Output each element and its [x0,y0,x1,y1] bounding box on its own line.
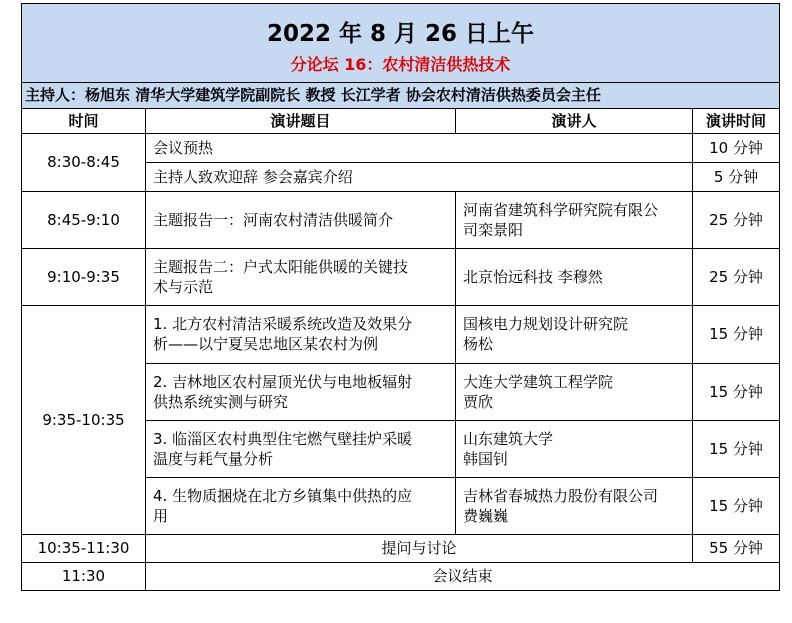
table-row [22,534,780,562]
topic-line: 析——以宁夏吴忠地区某农村为例 [153,335,379,353]
speaker-line: 司栾景阳 [463,220,524,239]
topic-cell: 主题报告一：河南农村清洁供暖简介 [146,191,456,248]
speaker-line: 韩国钊 [463,449,509,468]
topic-cell: 会议结束 [146,562,780,590]
speaker-cell [456,305,693,363]
header-topic: 演讲题目 [146,108,456,133]
speaker-cell [456,363,693,420]
speaker-cell: 北京怡远科技 李穆然 [456,248,693,305]
header-duration: 演讲时间 [693,108,780,133]
duration-cell: 15 分钟 [693,305,780,363]
forum-subtitle: 分论坛 16：农村清洁供热技术 [22,50,780,83]
page-title: 2022 年 8 月 26 日上午 [22,4,780,50]
topic-line: 主题报告二：户式太阳能供暖的关键技 [153,257,409,276]
agenda-table [21,3,780,591]
subtitle-row [22,50,780,83]
title-row [22,4,780,50]
topic-line: 2. 吉林地区农村屋顶光伏与电地板辐射 [153,372,413,391]
duration-cell: 15 分钟 [693,477,780,534]
time-cell: 9:10-9:35 [22,248,146,305]
duration-cell: 55 分钟 [693,534,780,562]
header-speaker: 演讲人 [456,108,693,133]
table-header [22,108,780,133]
table-row [22,305,780,363]
agenda-sheet [21,3,779,591]
topic-cell [146,420,456,477]
host-row [22,82,780,108]
topic-line: 1. 北方农村清洁采暖系统改造及效果分 [153,315,413,333]
topic-cell: 提问与讨论 [146,534,693,562]
topic-cell [146,305,456,363]
duration-cell: 10 分钟 [693,133,780,162]
time-cell: 8:45-9:10 [22,191,146,248]
speaker-cell [456,477,693,534]
topic-line: 温度与耗气量分析 [153,449,274,468]
time-cell: 9:35-10:35 [22,305,146,534]
time-cell: 11:30 [22,562,146,590]
duration-cell: 25 分钟 [693,191,780,248]
speaker-cell [456,191,693,248]
topic-cell [146,477,456,534]
topic-cell [146,363,456,420]
duration-cell: 5 分钟 [693,162,780,191]
host-info: 主持人：杨旭东 清华大学建筑学院副院长 教授 长江学者 协会农村清洁供热委员会主任 [22,82,780,108]
topic-cell: 会议预热 [146,133,693,162]
topic-line: 3. 临淄区农村典型住宅燃气壁挂炉采暖 [153,429,413,448]
duration-cell: 15 分钟 [693,363,780,420]
table-row [22,191,780,248]
topic-cell [146,248,456,305]
table-row [22,248,780,305]
duration-cell: 15 分钟 [693,420,780,477]
speaker-line: 费巍巍 [463,506,509,525]
speaker-line: 国核电力规划设计研究院 [463,315,629,333]
time-cell: 8:30-8:45 [22,133,146,191]
speaker-line: 贾欣 [463,392,494,411]
table-row [22,133,780,162]
speaker-cell [456,420,693,477]
topic-line: 供热系统实测与研究 [153,392,289,411]
speaker-line: 大连大学建筑工程学院 [463,372,614,391]
topic-cell: 主持人致欢迎辞 参会嘉宾介绍 [146,162,693,191]
speaker-line: 杨松 [463,335,494,353]
speaker-line: 山东建筑大学 [463,429,554,448]
table-row [22,562,780,590]
topic-line: 术与示范 [153,277,214,296]
speaker-line: 河南省建筑科学研究院有限公 [463,200,659,219]
duration-cell: 25 分钟 [693,248,780,305]
header-time: 时间 [22,108,146,133]
topic-line: 4. 生物质捆烧在北方乡镇集中供热的应 [153,486,413,505]
topic-line: 用 [153,506,169,525]
speaker-line: 吉林省春城热力股份有限公司 [463,486,659,505]
time-cell: 10:35-11:30 [22,534,146,562]
